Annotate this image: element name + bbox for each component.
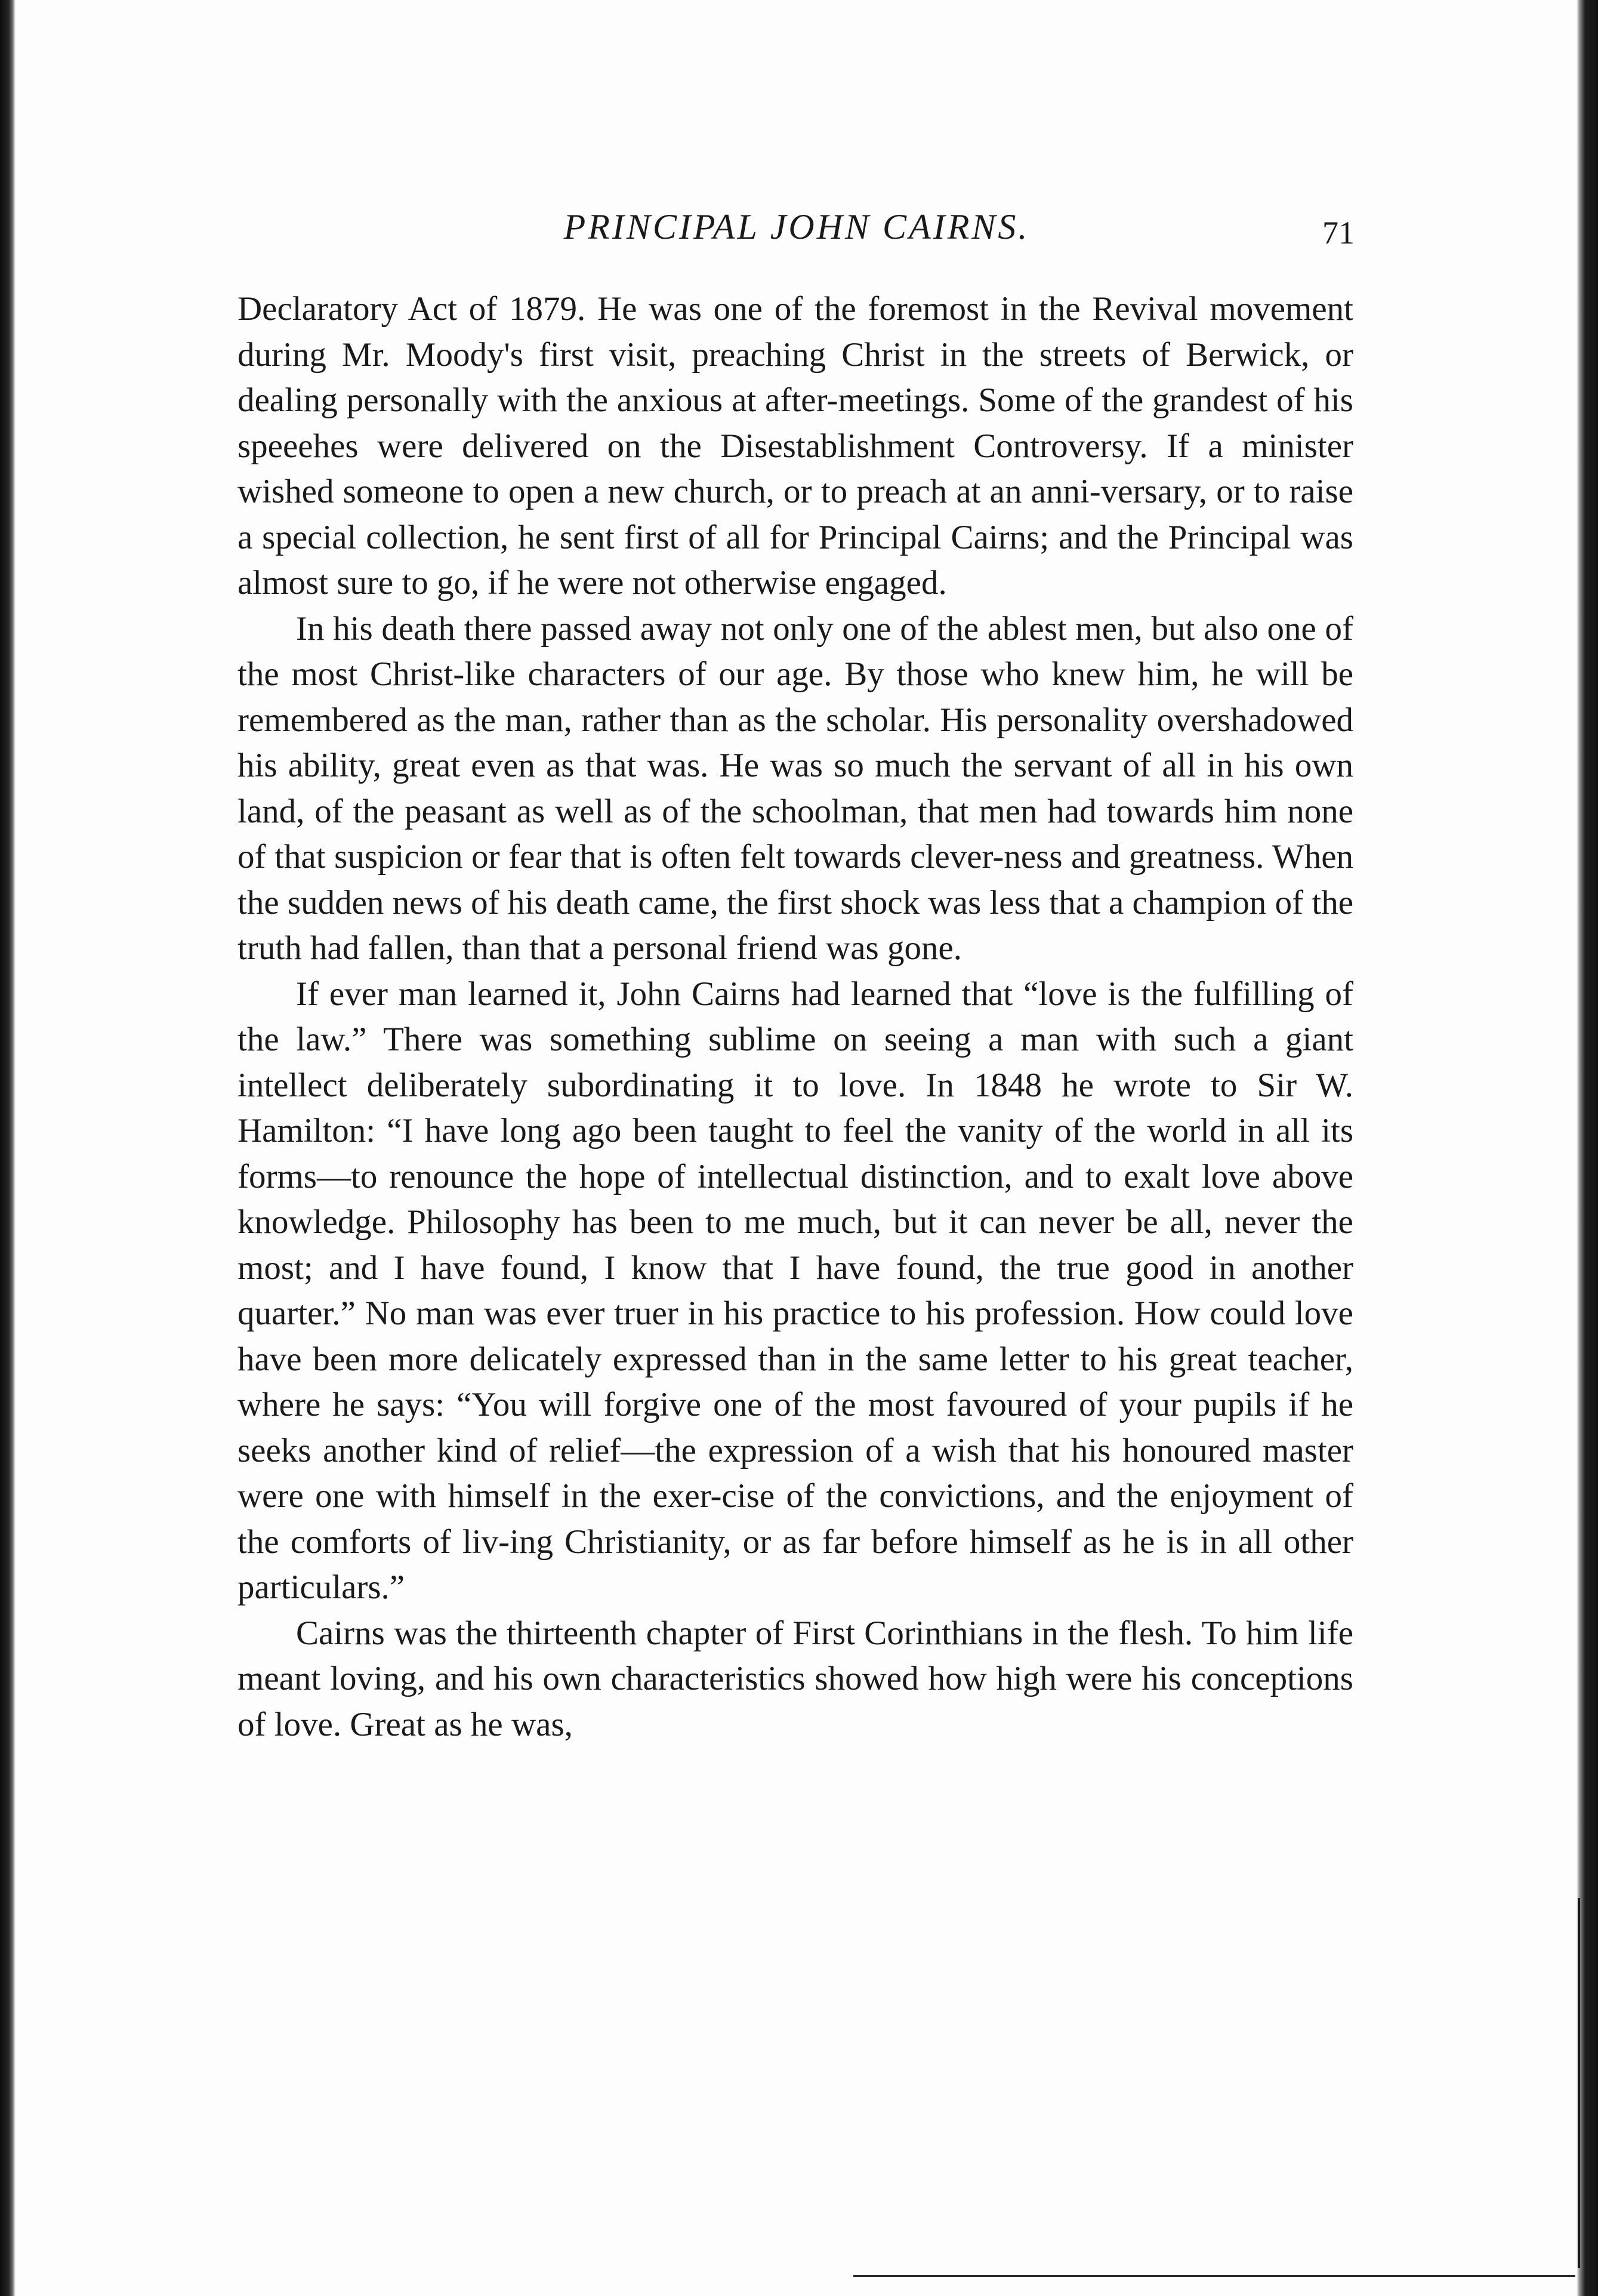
paragraph: In his death there passed away not only one of the ablest men, but also one of the most Christ-like characters of our age. By those who knew him, he will be remembered as the man, rather than as the scholar. His personality overshadowed his ability, great even as that was. He was so much the servant of all in his own land, of the peasant as well as of the schoolman, that men had towards him none of that suspicion or fear that is often felt towards clever-ness and greatness. When the sudden news of his death came, the first shock was less that a champion of the truth had fallen, than that a personal friend was gone. [237, 609, 1353, 967]
binding-edge-left [0, 0, 16, 2296]
paragraph: If ever man learned it, John Cairns had learned that “love is the fulfilling of the law.” There was something sublime on seeing a man with such a giant intellect deliberately subordinating it to love. In 1848 he wrote to Sir W. Hamilton: “I have long ago been taught to feel the vanity of the world in all its forms—to renounce the hope of intellectual distinction, and to exalt love above knowledge. Philosophy has been to me much, but it can never be all, never the most; and I have found, I know that I have found, the true good in another quarter.” No man was ever truer in his practice to his profession. How could love have been more delicately expressed than in the same letter to his great teacher, where he says: “You will forgive one of the most favoured of your pupils if he seeks another kind of relief—the expression of a wish that his honoured master were one with himself in the exer-cise of the convictions, and the enjoyment of the comforts of liv-ing Christianity, or as far before himself as he is in all other particulars.” [237, 975, 1353, 1606]
paragraph: Declaratory Act of 1879. He was one of the foremost in the Revival movement during Mr. Moody's first visit, preaching Christ in the streets of Berwick, or dealing personally with the anxious at after-meetings. Some of the grandest of his speeehes were delivered on the Disestablishment Controversy. If a minister wished someone to open a new church, or to preach at an anni-versary, or to raise a special collection, he sent first of all for Principal Cairns; and the Principal was almost sure to go, if he were not otherwise engaged. [237, 290, 1353, 602]
scan-edge-mark [1578, 1898, 1580, 2268]
running-header [239, 200, 1355, 254]
page-number: 71 [1322, 215, 1355, 251]
running-title: PRINCIPAL JOHN CAIRNS. [563, 207, 1030, 246]
bottom-scan-rule [853, 2275, 1575, 2277]
paragraph: Cairns was the thirteenth chapter of First Corinthians in the flesh. To him life meant loving, and his own characteristics showed how high were his conceptions of love. Great as he was, [237, 1614, 1353, 1743]
body-text [237, 286, 1353, 1748]
